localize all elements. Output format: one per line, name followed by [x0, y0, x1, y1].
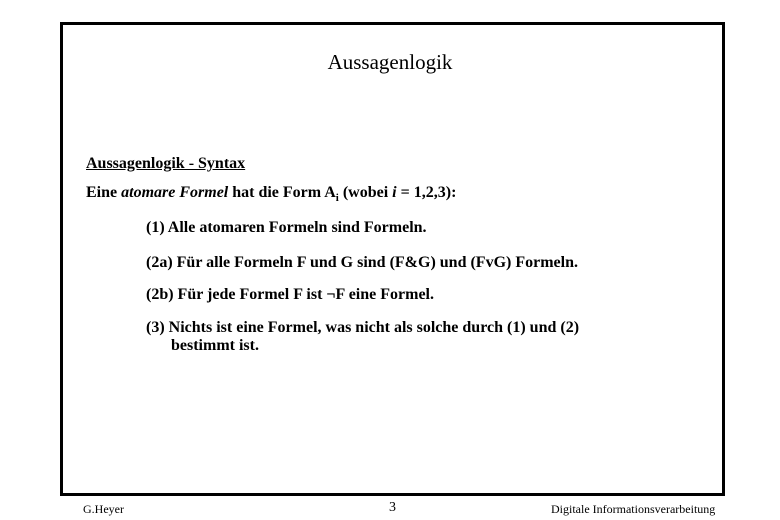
- footer-author: G.Heyer: [83, 502, 124, 516]
- definition-suffix-pre: (wobei: [338, 184, 393, 201]
- rule-1: (1) Alle atomaren Formeln sind Formeln.: [146, 219, 427, 236]
- slide-title: Aussagenlogik: [327, 50, 453, 74]
- rule-3-continuation: bestimmt ist.: [171, 337, 259, 354]
- definition-subscript: i: [335, 192, 339, 205]
- footer-course: Digitale Informationsverarbeitung: [551, 502, 716, 516]
- rule-2a: (2a) Für alle Formeln F und G sind (F&G) und (FvG) Formeln.: [146, 254, 578, 271]
- definition-prefix: Eine: [86, 184, 122, 201]
- definition-suffix-post: = 1,2,3):: [396, 184, 457, 201]
- footer-page-number: 3: [389, 500, 396, 515]
- rule-3-text: (3) Nichts ist eine Formel, was nicht als solche durch (1) und (2): [146, 319, 580, 336]
- atomic-formula-definition: [86, 184, 456, 204]
- definition-middle: hat die Form A: [228, 184, 336, 201]
- rule-2b: (2b) Für jede Formel F ist ¬F eine Formel.: [146, 286, 434, 303]
- rule-3: [146, 319, 579, 355]
- section-title: Aussagenlogik - Syntax: [86, 155, 246, 172]
- definition-term: atomare Formel: [121, 184, 229, 201]
- definition-variable: i: [392, 184, 397, 201]
